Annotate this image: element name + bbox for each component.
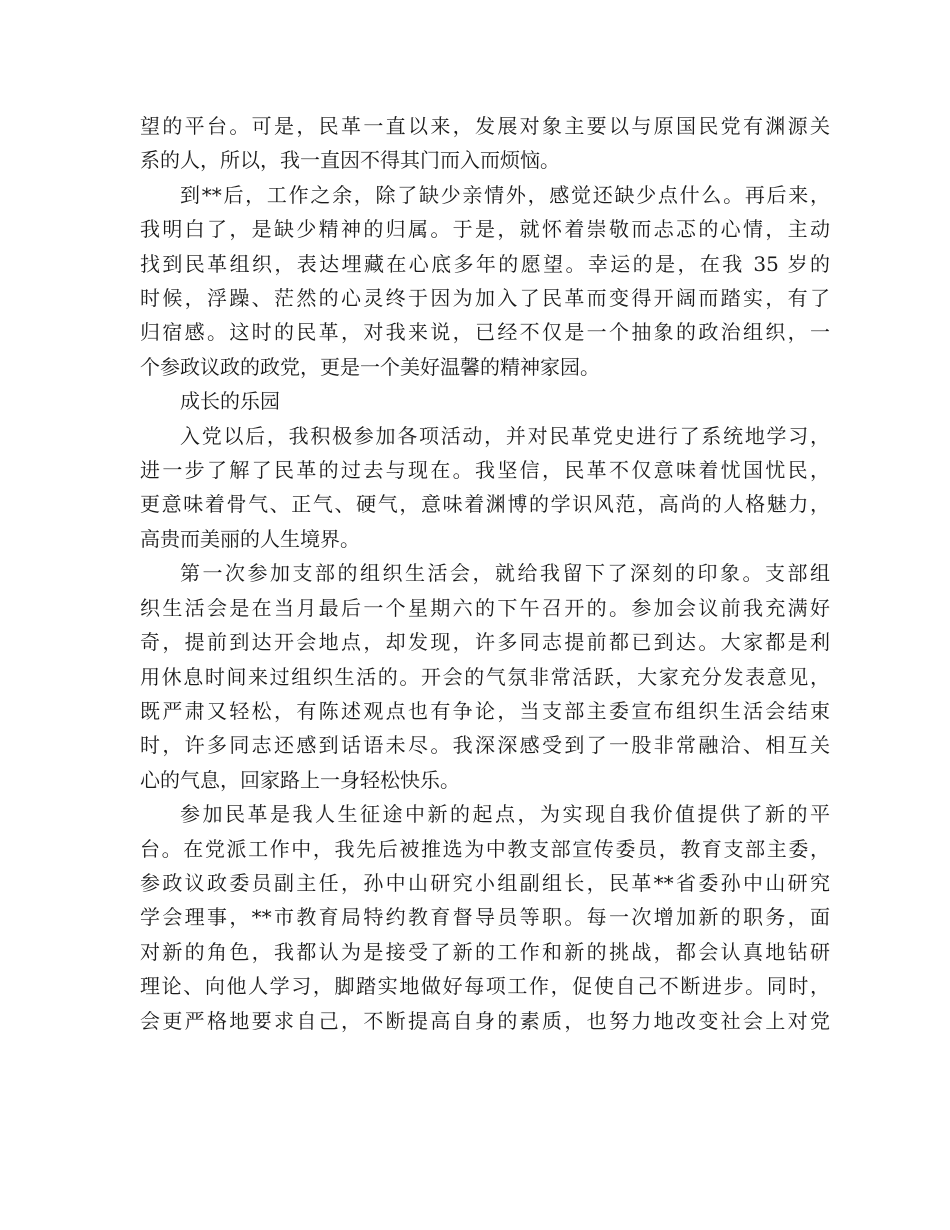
text-line: 我明白了，是缺少精神的归属。于是，就怀着崇敬而忐忑的心情，主动 bbox=[140, 217, 830, 242]
paragraph bbox=[140, 797, 830, 1038]
paragraph bbox=[140, 556, 830, 797]
text-line: 望的平台。可是，民革一直以来，发展对象主要以与原国民党有渊源关 bbox=[140, 114, 830, 138]
text-line: 用休息时间来过组织生活的。开会的气氛非常活跃，大家充分发表意见， bbox=[140, 664, 830, 689]
text-line: 参政议政委员副主任，孙中山研究小组副组长，民革**省委孙中山研究 bbox=[140, 870, 830, 895]
text-line: 系的人，所以，我一直因不得其门而入而烦恼。 bbox=[140, 148, 560, 173]
text-line: 到**后，工作之余，除了缺少亲情外，感觉还缺少点什么。再后来， bbox=[180, 182, 830, 207]
text-line: 对新的角色，我都认为是接受了新的工作和新的挑战，都会认真地钻研 bbox=[140, 939, 830, 964]
text-line: 更意味着骨气、正气、硬气，意味着渊博的学识风范，高尚的人格魅力， bbox=[140, 492, 830, 517]
text-line: 台。在党派工作中，我先后被推选为中教支部宣传委员，教育支部主委， bbox=[140, 836, 830, 861]
text-line: 入党以后，我积极参加各项活动，并对民革党史进行了系统地学习， bbox=[180, 423, 830, 448]
text-line: 会更严格地要求自己，不断提高自身的素质，也努力地改变社会上对党 bbox=[140, 1008, 830, 1033]
text-line: 心的气息，回家路上一身轻松快乐。 bbox=[140, 767, 460, 792]
heading-text: 成长的乐园 bbox=[180, 389, 280, 414]
text-line: 奇，提前到达开会地点，却发现，许多同志提前都已到达。大家都是利 bbox=[140, 630, 830, 655]
document-body bbox=[140, 109, 830, 1038]
paragraph bbox=[140, 109, 830, 178]
text-line: 第一次参加支部的组织生活会，就给我留下了深刻的印象。支部组 bbox=[180, 561, 830, 586]
text-line: 时，许多同志还感到话语未尽。我深深感受到了一股非常融洽、相互关 bbox=[140, 733, 830, 758]
text-line: 进一步了解了民革的过去与现在。我坚信，民革不仅意味着忧国忧民， bbox=[140, 458, 830, 483]
section-heading bbox=[140, 384, 830, 418]
text-line: 理论、向他人学习，脚踏实地做好每项工作，促使自己不断进步。同时， bbox=[140, 974, 830, 999]
text-line: 找到民革组织，表达埋藏在心底多年的愿望。幸运的是，在我 35 岁的 bbox=[140, 251, 830, 276]
text-line: 归宿感。这时的民革，对我来说，已经不仅是一个抽象的政治组织，一 bbox=[140, 320, 830, 345]
text-line: 高贵而美丽的人生境界。 bbox=[140, 526, 360, 551]
text-line: 参加民革是我人生征途中新的起点，为实现自我价值提供了新的平 bbox=[180, 802, 830, 827]
paragraph bbox=[140, 419, 830, 557]
text-line: 学会理事，**市教育局特约教育督导员等职。每一次增加新的职务，面 bbox=[140, 905, 830, 930]
text-line: 既严肃又轻松，有陈述观点也有争论，当支部主委宣布组织生活会结束 bbox=[140, 698, 830, 723]
paragraph bbox=[140, 178, 830, 384]
text-line: 时候，浮躁、茫然的心灵终于因为加入了民革而变得开阔而踏实，有了 bbox=[140, 286, 830, 311]
text-line: 个参政议政的政党，更是一个美好温馨的精神家园。 bbox=[140, 354, 600, 379]
text-line: 织生活会是在当月最后一个星期六的下午召开的。参加会议前我充满好 bbox=[140, 595, 830, 620]
